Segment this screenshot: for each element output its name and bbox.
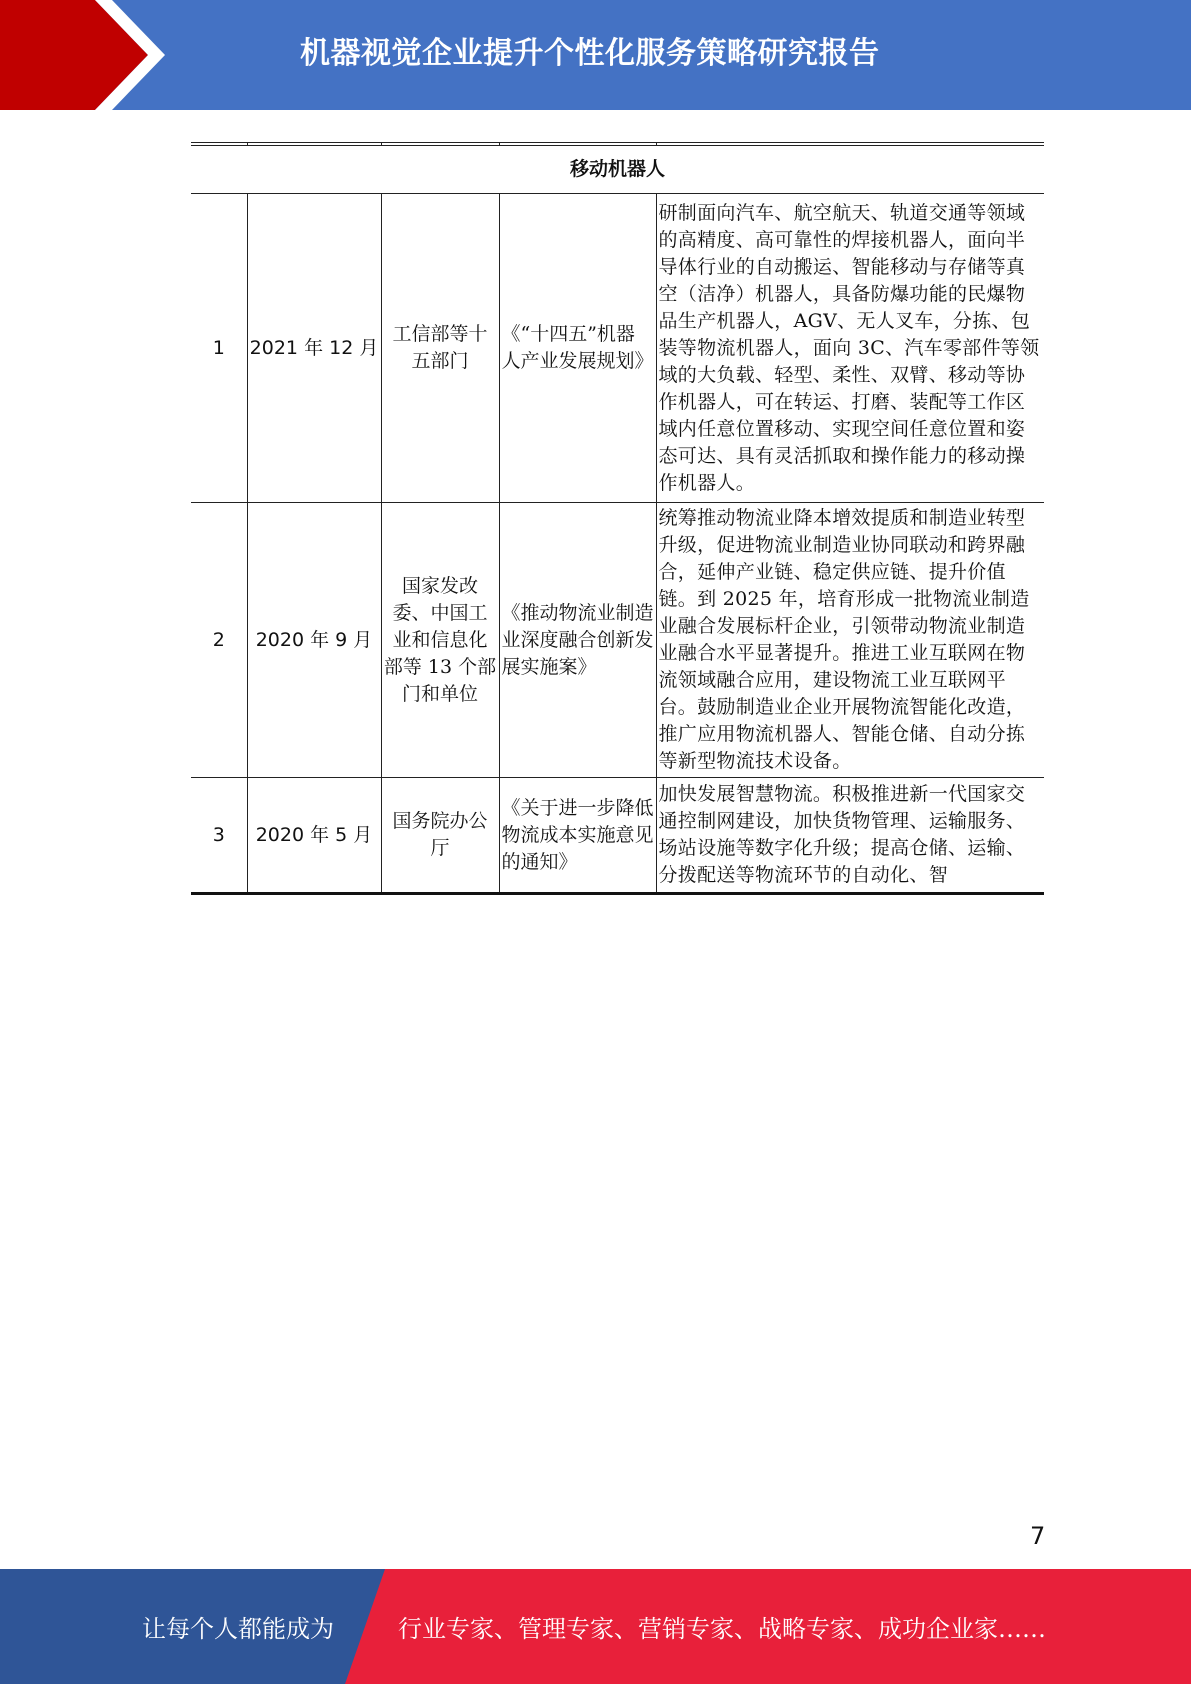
row-index: 3 [191, 778, 247, 894]
row-date: 2021 年 12 月 [247, 194, 381, 503]
footer-slogan-left: 让每个人都能成为 [142, 1615, 334, 1643]
page-number: 7 [1030, 1522, 1046, 1550]
row-content: 研制面向汽车、航空航天、轨道交通等领域的高精度、高可靠性的焊接机器人，面向半导体行业的自动搬运、智能移动与存储等真空（洁净）机器人，具备防爆功能的民爆物品生产机器人，AGV、无人叉车，分拣、包装等物流机器人，面向 3C、汽车零部件等领域的大负载、轻型、柔性、双臂、移动等协作机器人，可在转运、打磨、装配等工作区域内任意位置移动、实现空间任意位置和姿态可达、具有灵活抓取和操作能力的移动操作机器人。 [656, 194, 1044, 503]
table-row [191, 194, 1044, 503]
row-index: 2 [191, 503, 247, 778]
footer-banner [0, 1569, 1191, 1684]
row-department: 工信部等十五部门 [381, 194, 499, 503]
row-content: 加快发展智慧物流。积极推进新一代国家交通控制网建设，加快货物管理、运输服务、场站设施等数字化升级；提高仓储、运输、分拨配送等物流环节的自动化、智 [656, 778, 1044, 894]
row-date: 2020 年 5 月 [247, 778, 381, 894]
row-date: 2020 年 9 月 [247, 503, 381, 778]
row-document: 《关于进一步降低物流成本实施意见的通知》 [499, 778, 656, 894]
report-title: 机器视觉企业提升个性化服务策略研究报告 [300, 36, 880, 71]
row-content: 统筹推动物流业降本增效提质和制造业转型升级，促进物流业制造业协同联动和跨界融合，延伸产业链、稳定供应链、提升价值链。到 2025 年，培育形成一批物流业制造业融合发展标杆企业，引领带动物流业制造业融合水平显著提升。推进工业互联网在物流领域融合应用，建设物流工业互联网平台。鼓励制造业企业开展物流智能化改造，推广应用物流机器人、智能仓储、自动分拣等新型物流技术设备。 [656, 503, 1044, 778]
row-department: 国务院办公厅 [381, 778, 499, 894]
table-row [191, 778, 1044, 894]
header-banner [0, 0, 1191, 110]
row-document: 《推动物流业制造业深度融合创新发展实施案》 [499, 503, 656, 778]
row-index: 1 [191, 194, 247, 503]
table-row [191, 503, 1044, 778]
row-document: 《“十四五”机器人产业发展规划》 [499, 194, 656, 503]
policy-table [191, 142, 1044, 895]
row-department: 国家发改委、中国工业和信息化部等 13 个部门和单位 [381, 503, 499, 778]
section-row [191, 146, 1044, 194]
footer-slogan-right: 行业专家、管理专家、营销专家、战略专家、成功企业家…… [398, 1615, 1046, 1643]
section-title: 移动机器人 [191, 146, 1044, 194]
